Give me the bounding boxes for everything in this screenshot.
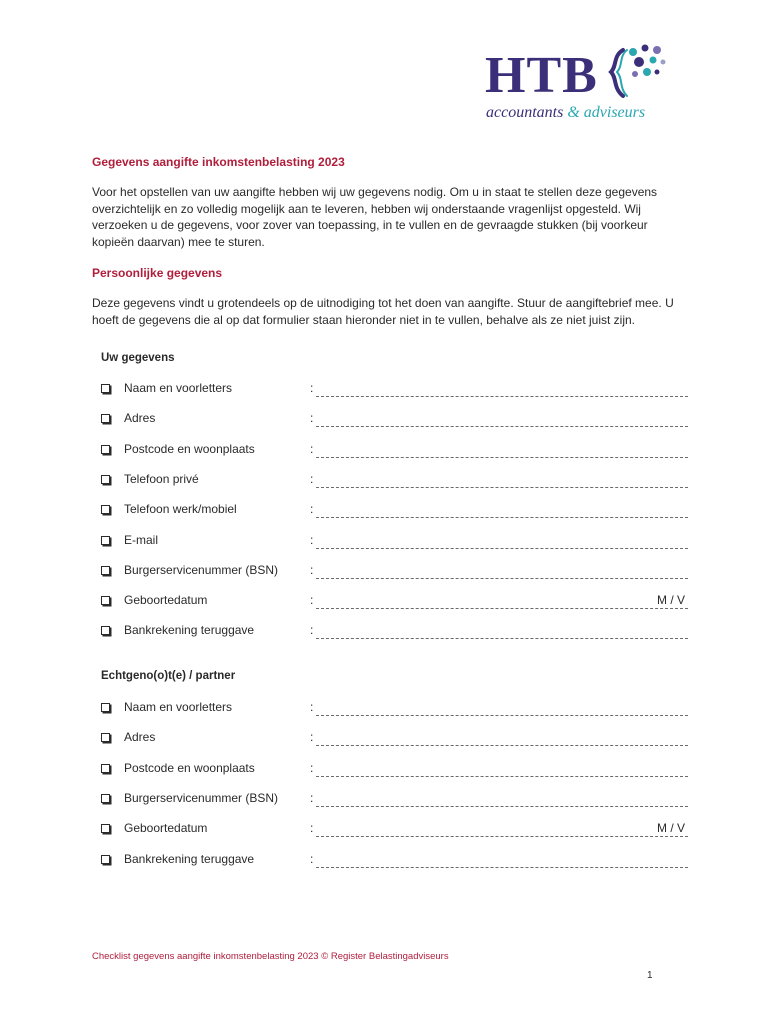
fill-in-line[interactable] (316, 487, 688, 488)
fill-in-line[interactable] (316, 745, 688, 746)
field-label: Postcode en woonplaats (124, 441, 255, 456)
field-colon: : (310, 851, 314, 866)
field-label: Geboortedatum (124, 593, 208, 608)
field-colon: : (310, 760, 314, 775)
uw-row-e-mail (101, 533, 691, 551)
field-label: E-mail (124, 532, 159, 547)
field-colon: : (310, 593, 314, 608)
uw-row-burgerservicenummer-bsn (101, 563, 691, 581)
fill-in-line[interactable] (316, 715, 688, 716)
htb-logo (485, 42, 685, 127)
footer-text: Checklist gegevens aangifte inkomstenbelasting 2023 © Register Belastingadviseurs (92, 951, 449, 962)
field-colon: : (310, 381, 314, 395)
field-colon: : (310, 411, 314, 426)
gender-marker: M / V (656, 593, 685, 608)
checkbox-icon[interactable] (101, 794, 110, 803)
partner-row-postcode-en-woonplaats (101, 761, 691, 779)
uw-row-postcode-en-woonplaats (101, 442, 691, 460)
field-label: Adres (124, 411, 156, 426)
field-label: Telefoon privé (124, 471, 199, 486)
checkbox-icon[interactable] (101, 384, 110, 393)
checkbox-icon[interactable] (101, 855, 110, 864)
fill-in-line[interactable] (316, 457, 688, 458)
partner-row-geboortedatum (101, 821, 691, 839)
field-label: Telefoon werk/mobiel (124, 502, 237, 517)
fill-in-line[interactable] (316, 638, 688, 639)
logo-dots-icon (603, 42, 683, 107)
field-label: Adres (124, 730, 156, 745)
uw-row-naam-en-voorletters (101, 381, 691, 399)
checkbox-icon[interactable] (101, 703, 110, 712)
field-colon: : (310, 562, 314, 577)
logo-subtitle: accountants & adviseurs (486, 104, 646, 121)
gender-marker: M / V (656, 821, 685, 836)
field-colon: : (310, 532, 314, 547)
checkbox-icon[interactable] (101, 475, 110, 484)
partner-row-naam-en-voorletters (101, 700, 691, 718)
partner-row-adres (101, 730, 691, 748)
field-colon: : (310, 730, 314, 745)
partner-row-burgerservicenummer-bsn (101, 791, 691, 809)
field-colon: : (310, 700, 314, 714)
field-colon: : (310, 790, 314, 805)
subsection-heading-uw-gegevens: Uw gegevens (101, 352, 175, 364)
field-label: Bankrekening teruggave (124, 623, 255, 638)
intro-paragraph: Voor het opstellen van uw aangifte hebben wij uw gegevens nodig. Om u in staat te stellen deze gegevens overzichtelijk en zo volledig mogelijk aan te leveren, hebben wij onderstaande vragenlijst opgesteld. Wij verzoeken u de gegevens, voor zover van toepassing, in te vullen en de gevraagde stukken (bij voorkeur kopieën daarvan) mee te sturen. (92, 185, 658, 249)
field-colon: : (310, 821, 314, 836)
logo-brand-text: HTB (485, 47, 598, 104)
fill-in-line[interactable] (316, 867, 688, 868)
field-colon: : (310, 471, 314, 486)
fill-in-line[interactable] (316, 836, 688, 837)
field-label: Postcode en woonplaats (124, 760, 255, 775)
fill-in-line[interactable] (316, 548, 688, 549)
personal-intro-paragraph: Deze gegevens vindt u grotendeels op de uitnodiging tot het doen van aangifte. Stuur de aangiftebrief mee. U hoeft de gegevens die al op dat formulier staan hieronder niet in te vullen, behalve als ze niet juist zijn. (92, 296, 674, 327)
field-label: Naam en voorletters (124, 381, 233, 395)
field-colon: : (310, 502, 314, 517)
page-title: Gegevens aangifte inkomstenbelasting 2023 (92, 155, 345, 169)
field-colon: : (310, 441, 314, 456)
field-label: Burgerservicenummer (BSN) (124, 562, 279, 577)
uw-row-bankrekening-teruggave (101, 623, 691, 641)
fill-in-line[interactable] (316, 426, 688, 427)
field-colon: : (310, 623, 314, 638)
subsection-heading-partner: Echtgeno(o)t(e) / partner (101, 670, 236, 682)
checkbox-icon[interactable] (101, 414, 110, 423)
uw-row-adres (101, 411, 691, 429)
fill-in-line[interactable] (316, 608, 688, 609)
field-label: Burgerservicenummer (BSN) (124, 790, 279, 805)
field-label: Bankrekening teruggave (124, 851, 255, 866)
checkbox-icon[interactable] (101, 445, 110, 454)
checkbox-icon[interactable] (101, 733, 110, 742)
fill-in-line[interactable] (316, 806, 688, 807)
checkbox-icon[interactable] (101, 764, 110, 773)
checkbox-icon[interactable] (101, 566, 110, 575)
fill-in-line[interactable] (316, 517, 688, 518)
partner-row-bankrekening-teruggave (101, 852, 691, 870)
checkbox-icon[interactable] (101, 596, 110, 605)
uw-row-telefoon-werk-mobiel (101, 502, 691, 520)
checkbox-icon[interactable] (101, 505, 110, 514)
checkbox-icon[interactable] (101, 626, 110, 635)
section-heading-personal: Persoonlijke gegevens (92, 266, 223, 280)
field-label: Naam en voorletters (124, 700, 233, 714)
checkbox-icon[interactable] (101, 824, 110, 833)
page-number: 1 (647, 970, 653, 981)
checkbox-icon[interactable] (101, 536, 110, 545)
uw-row-geboortedatum (101, 593, 691, 611)
field-label: Geboortedatum (124, 821, 208, 836)
uw-row-telefoon-priv (101, 472, 691, 490)
fill-in-line[interactable] (316, 776, 688, 777)
fill-in-line[interactable] (316, 578, 688, 579)
fill-in-line[interactable] (316, 396, 688, 397)
